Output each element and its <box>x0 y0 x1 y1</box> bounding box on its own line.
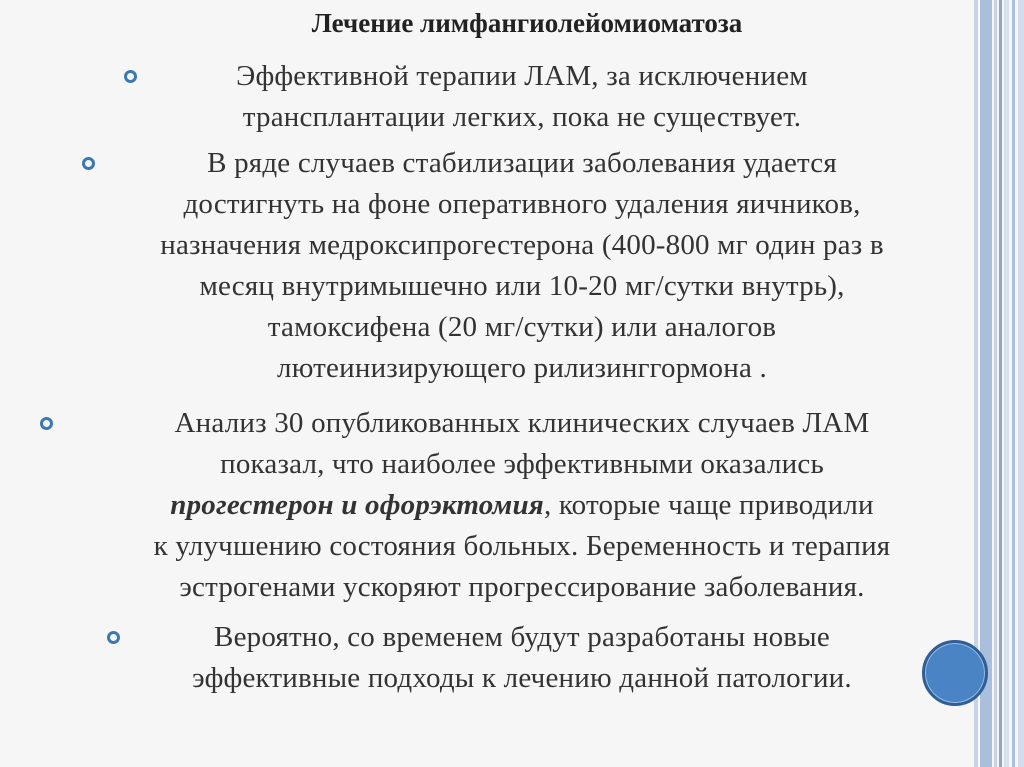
bullet-line: к улучшению состояния больных. Беременность и терапия <box>153 530 891 562</box>
bullet-line: назначения медроксипрогестерона (400-800 мг один раз в <box>160 229 884 261</box>
bullet-line: В ряде случаев стабилизации заболевания удается <box>207 147 837 179</box>
bullet-line: достигнуть на фоне оперативного удаления яичников, <box>183 188 861 220</box>
circle-decoration-icon <box>922 640 988 706</box>
bullet-line: трансплантации легких, пока не существует. <box>242 101 802 133</box>
bullet-line: Анализ 30 опубликованных клинических случаев ЛАМ <box>174 407 870 439</box>
bullet-line: тамоксифена (20 мг/сутки) или аналогов <box>267 311 777 343</box>
emphasis-text: прогестерон и офорэктомия <box>170 489 544 521</box>
bullet-line: Вероятно, со временем будут разработаны новые <box>214 621 830 653</box>
bullet-line: эстрогенами ускоряют прогрессирование заболевания. <box>179 571 865 603</box>
bullet-line-tail: , которые чаще приводили <box>543 489 874 521</box>
bullet-line: месяц внутримышечно или 10-20 мг/сутки внутрь), <box>199 270 845 302</box>
slide-title: Лечение лимфангиолейомиоматоза <box>311 8 743 38</box>
bullet-line: показал, что наиболее эффективными оказались <box>220 448 824 480</box>
bullet-line: лютеинизирующего рилизинггормона . <box>277 352 767 384</box>
bullet-line: Эффективной терапии ЛАМ, за исключением <box>236 60 808 92</box>
bullet-line: эффективные подходы к лечению данной патологии. <box>192 662 852 694</box>
bullet-line-mixed <box>0 485 1024 525</box>
